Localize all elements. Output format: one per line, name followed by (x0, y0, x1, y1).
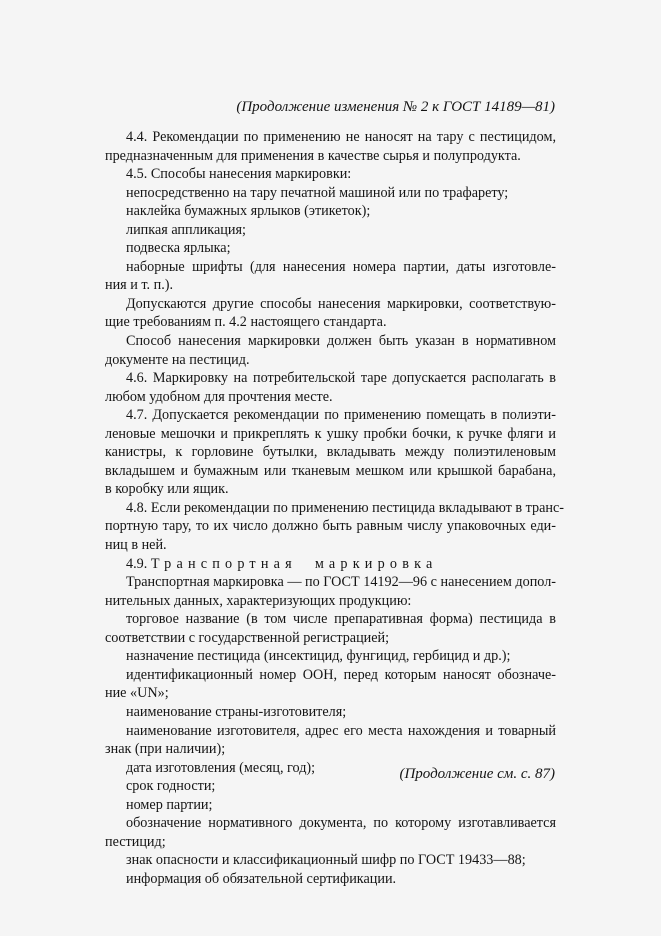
text-line: в коробку или ящик. (105, 481, 229, 498)
section-title-word: Транспортная (150, 555, 297, 572)
text-line: непосредственно на тару печатной машиной или по трафарету; (126, 184, 509, 201)
text-line: наименование страны-изготовителя; (126, 703, 347, 720)
text-line: дата изготовления (месяц, год); (126, 759, 316, 776)
text-line: 4.8. Если рекомендации по применению пестицида вкладывают в транс- (126, 499, 565, 516)
text-line: соответствии с государственной регистрацией; (105, 629, 390, 646)
text-line: 4.6. Маркировку на потребительской таре допускается располагать в (126, 370, 556, 387)
text-line: леновые мешочки и прикреплять к ушку пробки бочки, к ручке фляги и (105, 425, 556, 442)
page-header: (Продолжение изменения № 2 к ГОСТ 14189—81) (236, 99, 555, 115)
text-line: документе на пестицид. (105, 351, 250, 368)
text-line: информация об обязательной сертификации. (126, 870, 397, 887)
text-line: обозначение нормативного документа, по которому изготавливается (126, 815, 556, 832)
text-line: знак (при наличии); (105, 741, 226, 758)
section-heading (105, 555, 556, 574)
text-line: назначение пестицида (инсектицид, фунгицид, гербицид и др.); (126, 648, 511, 665)
text-line: нительных данных, характеризующих продукцию: (105, 592, 412, 609)
text-line: 4.7. Допускается рекомендации по применению помещать в полиэти- (126, 407, 556, 424)
section-title-word: маркировка (314, 555, 438, 572)
text-line: канистры, к горловине бутылки, вкладывать между полиэтиленовым (105, 444, 556, 461)
text-line: Способ нанесения маркировки должен быть указан в нормативном (126, 333, 556, 350)
text-line: Допускаются другие способы нанесения маркировки, соответствую- (126, 295, 556, 312)
text-line: наименование изготовителя, адрес его места нахождения и товарный (126, 722, 556, 739)
text-line: номер партии; (126, 796, 213, 813)
text-line: торговое название (в том числе препаративная форма) пестицида в (126, 611, 556, 628)
text-line: Транспортная маркировка — по ГОСТ 14192—96 с нанесением допол- (126, 574, 556, 591)
text-line: ниц в ней. (105, 537, 167, 554)
text-line: наборные шрифты (для нанесения номера партии, даты изготовле- (126, 258, 556, 275)
text-line: идентификационный номер ООН, перед которым наносят обозначе- (126, 666, 556, 683)
text-line: липкая аппликация; (126, 221, 246, 238)
text-line: щие требованиям п. 4.2 настоящего стандарта. (105, 314, 387, 331)
text-line: ние «UN»; (105, 685, 169, 702)
text-line: срок годности; (126, 778, 216, 795)
text-line: 4.5. Способы нанесения маркировки: (126, 166, 352, 183)
text-line: пестицид; (105, 833, 166, 850)
text-line: предназначенным для применения в качестве сырья и полупродукта. (105, 147, 521, 164)
page-footer: (Продолжение см. с. 87) (399, 766, 555, 782)
text-line: вкладышем и бумажным или тканевым мешком или крышкой барабана, (105, 462, 556, 479)
text-line: наклейка бумажных ярлыков (этикеток); (126, 203, 371, 220)
text-line: любом удобном для прочтения месте. (105, 388, 333, 405)
section-number: 4.9. (126, 555, 148, 572)
text-line: подвеска ярлыка; (126, 240, 231, 257)
text-line: ния и т. п.). (105, 277, 174, 294)
text-line: портную тару, то их число должно быть равным числу упаковочных еди- (105, 518, 556, 535)
text-line: знак опасности и классификационный шифр по ГОСТ 19433—88; (126, 852, 526, 869)
text-line: 4.4. Рекомендации по применению не наносят на тару с пестицидом, (126, 129, 556, 145)
